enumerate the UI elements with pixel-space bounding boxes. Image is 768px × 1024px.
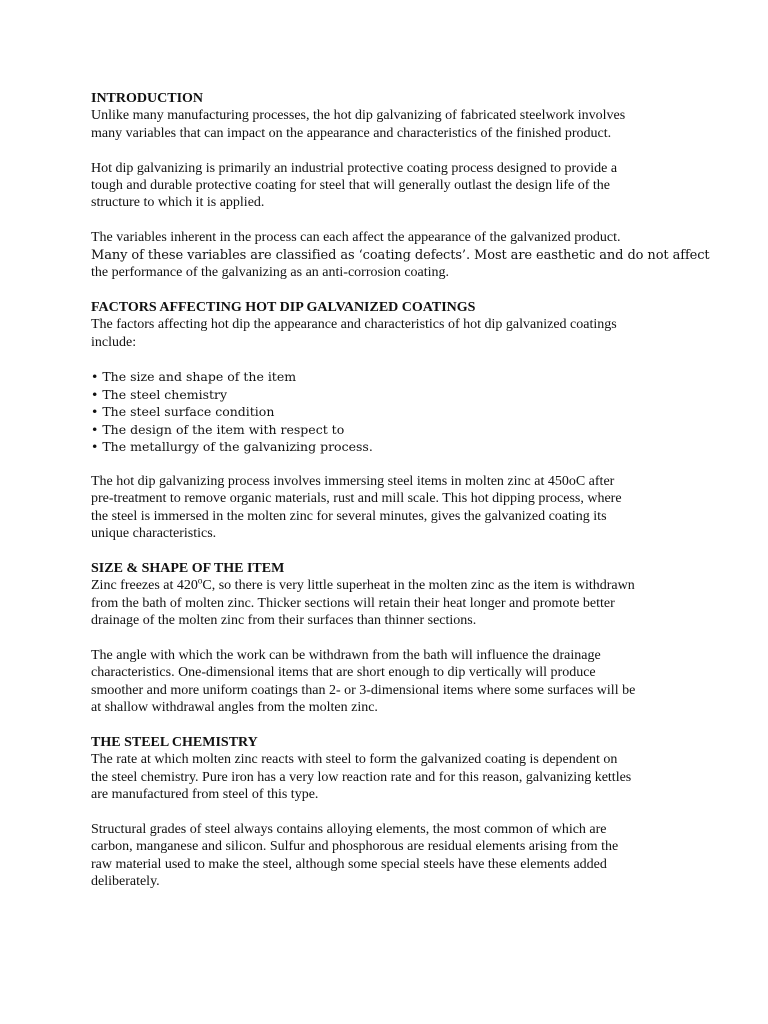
factors-intro: [91, 316, 691, 351]
text-line: the steel chemistry. Pure iron has a very low reaction rate and for this reason, galvanizing kettles: [91, 769, 632, 785]
text-line: pre-treatment to remove organic materials, rust and mill scale. This hot dipping process, where: [91, 491, 622, 507]
document-page: [91, 90, 710, 891]
text-line: Structural grades of steel always contains alloying elements, the most common of which are: [91, 821, 607, 837]
text-line: structure to which it is applied.: [91, 195, 265, 211]
text-line: Many of these variables are classified as ‘coating defects’. Most are easthetic and do not affect: [91, 247, 710, 263]
text-line: Hot dip galvanizing is primarily an industrial protective coating process designed to provide a: [91, 160, 618, 176]
text-line: characteristics. One-dimensional items that are short enough to dip vertically will produce: [91, 665, 596, 681]
introduction-heading: INTRODUCTION: [91, 91, 204, 106]
text-line: The hot dip galvanizing process involves immersing steel items in molten zinc at 450oC after: [91, 473, 615, 489]
text-line: from the bath of molten zinc. Thicker sections will retain their heat longer and promote better: [91, 595, 615, 611]
text-line: drainage of the molten zinc from their surfaces than thinner sections.: [91, 613, 477, 629]
size-shape-heading: SIZE & SHAPE OF THE ITEM: [91, 560, 285, 576]
text-line: The factors affecting hot dip the appearance and characteristics of hot dip galvanized coatings: [91, 317, 617, 333]
degree-superscript: o: [197, 575, 203, 586]
text-line: unique characteristics.: [91, 526, 217, 542]
steel-chemistry-paragraph-2: [91, 821, 691, 891]
text-line: raw material used to make the steel, although some special steels have these elements added: [91, 856, 607, 872]
steel-chemistry-heading: THE STEEL CHEMISTRY: [91, 734, 258, 750]
text-line: The variables inherent in the process can each affect the appearance of the galvanized product.: [91, 230, 621, 246]
introduction-paragraph-2: [91, 160, 691, 212]
text-line: the performance of the galvanizing as an anti-corrosion coating.: [91, 265, 450, 281]
size-shape-paragraph-1: [91, 577, 691, 629]
text-line: The angle with which the work can be withdrawn from the bath will influence the drainage: [91, 647, 601, 663]
text-line: the steel is immersed in the molten zinc for several minutes, gives the galvanized coating its: [91, 508, 607, 524]
text-line: The rate at which molten zinc reacts with steel to form the galvanized coating is dependent on: [91, 752, 618, 768]
text-line: [91, 577, 691, 594]
text-line: Unlike many manufacturing processes, the hot dip galvanizing of fabricated steelwork involves: [91, 108, 626, 124]
text-line: include:: [91, 334, 137, 350]
introduction-paragraph-3: [91, 229, 710, 281]
text-line: at shallow withdrawal angles from the molten zinc.: [91, 700, 378, 716]
list-item: • The design of the item with respect to: [91, 421, 345, 437]
process-paragraph: [91, 473, 691, 543]
text-line: are manufactured from steel of this type.: [91, 787, 319, 803]
list-item: • The size and shape of the item: [91, 369, 297, 385]
introduction-paragraph-1: [91, 107, 691, 142]
text-line: smoother and more uniform coatings than 2- or 3-dimensional items where some surfaces will be: [91, 682, 636, 698]
text-line: deliberately.: [91, 874, 160, 890]
list-item: • The metallurgy of the galvanizing process.: [91, 439, 373, 455]
factors-bullet-list: [91, 368, 691, 455]
factors-heading: FACTORS AFFECTING HOT DIP GALVANIZED COATINGS: [91, 299, 476, 315]
text-fragment: Zinc freezes at 420: [91, 578, 198, 594]
steel-chemistry-paragraph-1: [91, 751, 691, 803]
text-line: many variables that can impact on the appearance and characteristics of the finished product.: [91, 125, 612, 141]
text-fragment: C, so there is very little superheat in the molten zinc as the item is withdrawn: [202, 578, 635, 594]
size-shape-paragraph-2: [91, 647, 691, 717]
list-item: • The steel chemistry: [91, 386, 228, 402]
text-line: tough and durable protective coating for steel that will generally outlast the design life of the: [91, 178, 611, 194]
text-line: carbon, manganese and silicon. Sulfur and phosphorous are residual elements arising from the: [91, 839, 619, 855]
list-item: • The steel surface condition: [91, 404, 275, 420]
